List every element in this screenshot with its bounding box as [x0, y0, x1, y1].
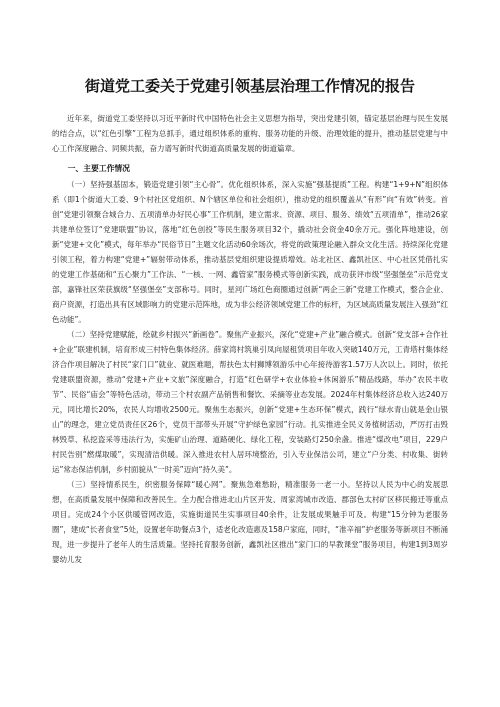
section-heading-main-work: 一、主要工作情况 — [67, 164, 130, 173]
document-title: 街道党工委关于党建引领基层治理工作情况的报告 — [84, 77, 415, 95]
paragraph-rural-revitalization: （二）坚持党建赋能，绘就乡村振兴“新画卷”。聚焦产业振兴，深化“党建+产业”融合模式。创新“党支部+合作社+企业”联建机制，培育形成三村特色集体经济。薛家湾村筑巢引凤向屋租赁项目年收入突破140万元，工青塔村集体经济合作项目解决了村民“家门口”就业、就医难题，帮扶色太村狮博领游乐中心年接待游客1.57万人次以上。同时，依托党建联盟资源，推动“党建+产业+文旅”深度融合，打造“红色研学+农业体验+休闲游乐”精品线路，举办“农民丰收节”、民俗“庙会”等特色活动，带动三个村农副产品销售和餐饮、采摘等业态发展。2024年村集体经济总收入达240万元，同比增长20%，农民人均增收2500元。聚焦生态振兴，创新“党建+生态环保”模式，践行“绿水青山就是金山银山”的理念，建立党员责任区26个，党员干部带头开展“守护绿色家园”行动。扎实推进全民义务植树活动，严厉打击毁林毁草、私挖盗采等违法行为，实施矿山治理、道路硬化、绿化工程，安装路灯250余盏。推进“煤改电”项目，229户村民告别“燃煤取暖”，实现清洁供暖。深入推进农村人居环境整治，引入专业保洁公司，建立“户分类、村收集、街转运”常态保洁机制，乡村面貌从“一时美”迈向“持久美”。 — [52, 330, 448, 474]
paragraph-livelihood-services: （三）坚持情系民生，织密服务保障“暖心网”。聚焦急难愁盼，精准服务一老一小。坚持以人民为中心的发展思想，在高质量发展中保障和改善民生。全力配合推进北山片区开发、周家湾城市改造、郡部色太村矿区移民搬迁等重点项目。完成24个小区供暖管网改造，实施街道民生实事项目40余件，让发展成果触手可及。构建“15分钟为老服务圈”，建成“长者食堂”5处，设置老年助餐点3个，适老化改造惠及158户家庭，同时，“准辛福”护老服务等新项目不断涌现，进一步提升了老年人的生活质量。坚持托育服务创新，鑫凯社区推出“家门口的早教课堂”服务项目，构建1到3周岁婴幼儿发 — [52, 480, 448, 564]
paragraph-party-building-foundation: （一）坚持强基固本，锻造党建引领“主心骨”。优化组织体系，深入实施“强基提质”工程。构建“1+9+N”组织体系（即1个街道大工委、9个村社区党组织、N个辖区单位和社会组织），推动党的组织覆盖从“有形”向“有效”转变。首创“党建引领聚合城合力、五项清单办好民心事”工作机制，建立需求、资源、项目、服务、绩效“五项清单”，推动26家共建单位签订“党建联盟”协议，落地“红色创投”等民生服务项目32个，撬动社会资金40余万元。强化阵地建设，创新“党建+文化”模式，每年举办“民俗节日”主题文化活动60余场次，将党的政策理论融入群众文化生活。持续深化党建引领工程，着力构建“党建+”辐射带动体系，推动基层党组织建设提质增效。站北社区、鑫凯社区、中心社区凭借扎实的党建工作基础和“五心聚力”工作法、“一核、一网、鑫管家”服务模式等创新实践，成功获评市级“坚强堡垒”示范党支部，嘉锋社区荣获旗级“坚强堡垒”支部称号。同时，星河广场红色商圈通过创新“两企三新”党建工作模式，整合企业、商户资源，打造出具有区域影响力的党建示范阵地，成为非公经济领域党建工作的标杆，为区域高质量发展注入强劲“红色动能”。 — [52, 180, 448, 324]
intro-paragraph: 近年来，街道党工委坚持以习近平新时代中国特色社会主义思想为指导，突出党建引领，锚定基层治理与民生发展的结合点，以“红色引擎”工程为总抓手，通过组织体系的重构、服务功能的升级、治理效能的提升，推动基层党建与中心工作深度融合、同频共振，奋力谱写新时代街道高质量发展的街道篇章。 — [52, 114, 448, 153]
